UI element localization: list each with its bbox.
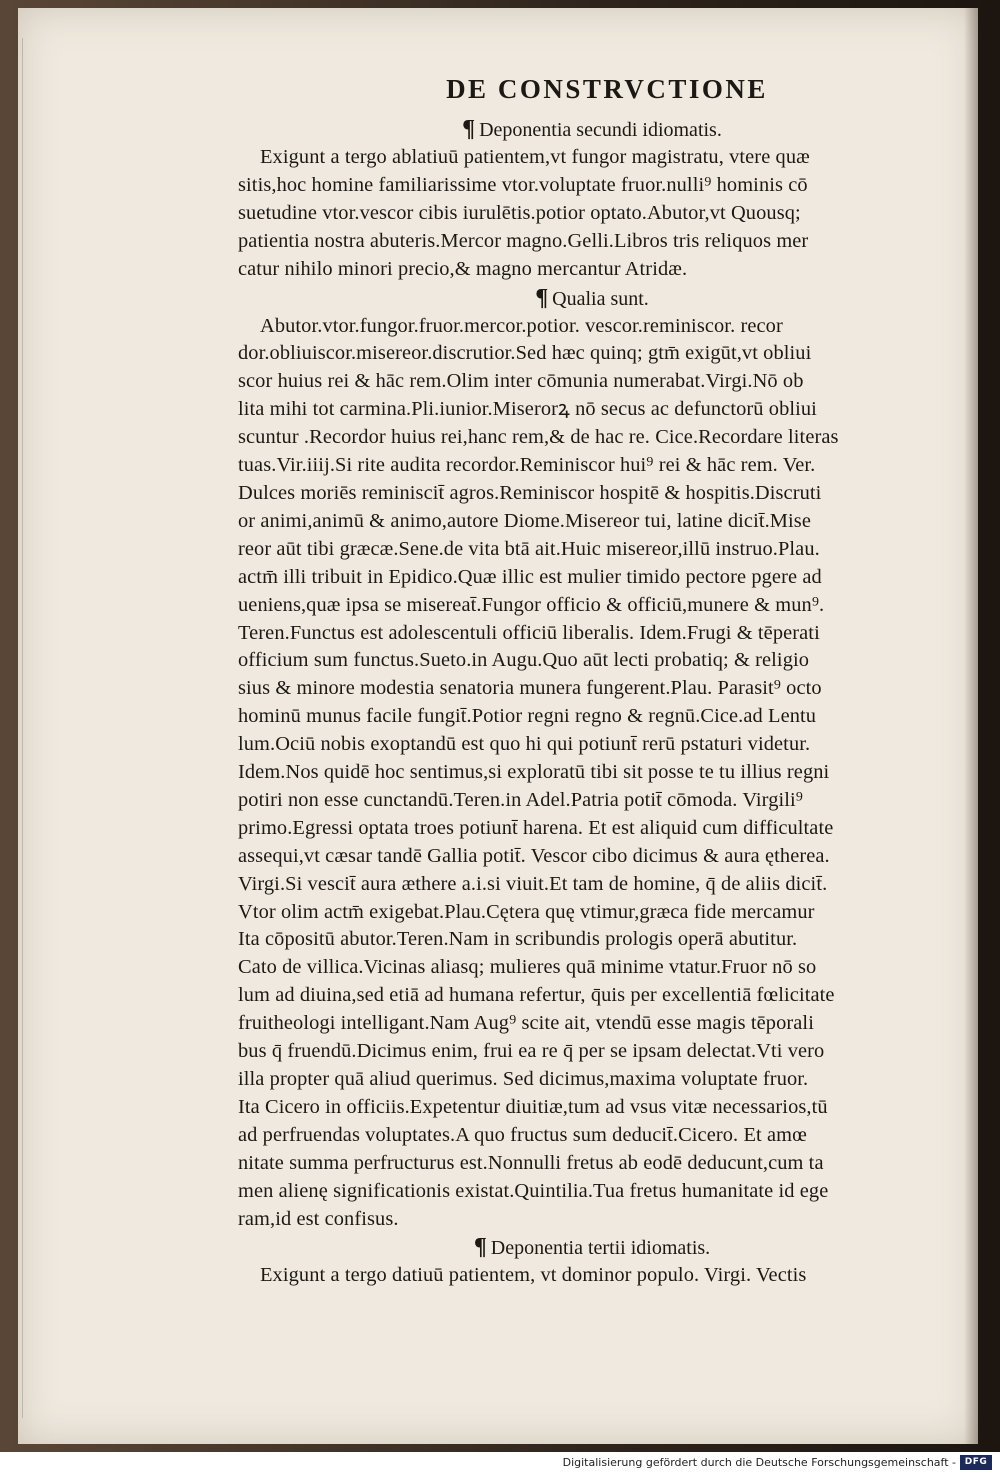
- printed-text-block: [238, 74, 946, 1290]
- dfg-logo[interactable]: DFG: [960, 1455, 992, 1470]
- pilcrow-icon: ¶: [535, 284, 549, 311]
- running-head: DE CONSTRVCTIONE: [446, 74, 768, 104]
- text-line: illa propter quā aliud querimus. Sed dicimus,maxima voluptate fruor.: [238, 1068, 809, 1090]
- text-line: or animi,animū & animo,autore Diome.Misereor tui, latine dicit̄.Mise: [238, 509, 811, 532]
- text-line: officium sum functus.Sueto.in Augu.Quo aūt lecti probatiq; & religio: [238, 649, 810, 672]
- text-line: hominū munus facile fungit̄.Potior regni regno & regnū.Cice.ad Lentu: [238, 705, 817, 728]
- digitization-footer: [0, 1452, 1000, 1474]
- rubric-text: Deponentia tertii idiomatis.: [490, 1237, 711, 1260]
- text-line: reor aūt tibi græcæ.Sene.de vita btā ait.Huic misereor,illū instruo.Plau.: [238, 537, 820, 560]
- text-line: bus q̄ fruendū.Dicimus enim, frui ea re q̄ per se ipsam delectat.Vti vero: [238, 1040, 825, 1063]
- text-line: potiri non esse cunctandū.Teren.in Adel.Patria potit̄ cōmoda. Virgili⁹: [238, 788, 804, 811]
- rubric-text: Qualia sunt.: [552, 287, 649, 310]
- paragraph-1: [238, 144, 946, 284]
- text-line: Ita cōpositū abutor.Teren.Nam in scribundis prologis operā abutitur.: [238, 928, 798, 951]
- rubric-deponentia-secundi: [238, 115, 946, 144]
- text-line: Vtor olim actm̄ exigebat.Plau.Cętera quę vtimur,græca fide mercamur: [238, 900, 815, 923]
- pilcrow-icon: ¶: [473, 1234, 487, 1261]
- rubric-qualia-sunt: [238, 284, 946, 313]
- text-line: Exigunt a tergo datiuū patientem, vt dominor populo. Virgi. Vectis: [260, 1264, 807, 1287]
- text-line: Virgi.Si vescit̄ aura æthere a.i.si viuit.Et tam de homine, q̄ de aliis dicit̄.: [238, 872, 828, 895]
- text-line: sitis,hoc homine familiarissime vtor.voluptate fruor.nulli⁹ hominis cō: [238, 173, 808, 196]
- text-line: men alienę significationis existat.Quintilia.Tua fretus humanitate id ege: [238, 1179, 829, 1202]
- text-line: primo.Egressi optata troes potiunt̄ harena. Et est aliquid cum difficultate: [238, 816, 834, 839]
- text-line: assequi,vt cæsar tandē Gallia potit̄. Vescor cibo dicimus & aura ętherea.: [238, 844, 830, 867]
- text-line: patientia nostra abuteris.Mercor magno.Gelli.Libros tris reliquos mer: [238, 229, 809, 252]
- paragraph-2: [238, 313, 946, 1234]
- pilcrow-icon: ¶: [462, 116, 476, 142]
- funding-credit: Digitalisierung gefördert durch die Deutsche Forschungsgemeinschaft -: [562, 1456, 956, 1469]
- text-line: suetudine vtor.vescor cibis iurulētis.potior optato.Abutor,vt Quousq;: [238, 201, 801, 224]
- text-line: Idem.Nos quidē hoc sentimus,si exploratū tibi sit posse te tu illius regni: [238, 761, 830, 784]
- rubric-deponentia-tertii: [238, 1233, 946, 1262]
- page-edge-shadow: [22, 38, 33, 1418]
- text-line: nitate summa perfructurus est.Nonnulli fretus ab eodē deducunt,cum ta: [238, 1151, 824, 1174]
- text-line: scor huius rei & hāc rem.Olim inter cōmunia numerabat.Virgi.Nō ob: [238, 370, 804, 393]
- page-gutter-shadow: [964, 8, 978, 1444]
- text-line: actm̄ illi tribuit in Epidico.Quæ illic est mulier timido pectore pgere ad: [238, 565, 822, 588]
- text-line: dor.obliuiscor.misereor.discrutior.Sed hæc quinq; gtm̄ exigūt,vt obliui: [238, 342, 812, 365]
- text-line: Cato de villica.Vicinas aliasq; mulieres quā minime vtatur.Fruor nō so: [238, 956, 817, 979]
- text-line: ad perfruendas voluptates.A quo fructus sum deducit̄.Cicero. Et amœ: [238, 1123, 807, 1146]
- text-line: catur nihilo minori precio,& magno mercantur Atridæ.: [238, 257, 688, 280]
- text-line: Exigunt a tergo ablatiuū patientem,vt fungor magistratu, vtere quæ: [260, 146, 810, 168]
- text-line: fruitheologi intelligant.Nam Aug⁹ scite ait, vtendū esse magis tēporali: [238, 1012, 814, 1035]
- text-line: lita mihi tot carmina.Pli.iunior.Miserorꝝ nō secus ac defunctorū obliui: [238, 398, 817, 421]
- text-line: lum ad diuina,sed etiā ad humana refertur, q̄uis per excellentiā fœlicitate: [238, 984, 835, 1007]
- text-line: ueniens,quæ ipsa se misereat̄.Fungor officio & officiū,munere & mun⁹.: [238, 593, 825, 616]
- rubric-text: Deponentia secundi idiomatis.: [479, 119, 722, 141]
- text-line: lum.Ociū nobis exoptandū est quo hi qui potiunt̄ rerū pstaturi videtur.: [238, 733, 811, 756]
- text-line: scuntur .Recordor huius rei,hanc rem,& de hac re. Cice.Recordare literas: [238, 426, 839, 449]
- paragraph-3: [238, 1262, 946, 1290]
- text-line: sius & minore modestia senatoria munera fungerent.Plau. Parasit⁹ octo: [238, 677, 822, 700]
- text-line: ram,id est confisus.: [238, 1207, 399, 1230]
- text-line: Dulces moriēs reminiscit̄ agros.Reminiscor hospitē & hospitis.Discruti: [238, 481, 822, 504]
- text-line: Teren.Functus est adolescentuli officiū liberalis. Idem.Frugi & tēperati: [238, 621, 820, 644]
- text-line: Abutor.vtor.fungor.fruor.mercor.potior. vescor.reminiscor. recor: [260, 314, 783, 337]
- text-line: tuas.Vir.iiij.Si rite audita recordor.Reminiscor hui⁹ rei & hāc rem. Ver.: [238, 454, 816, 477]
- text-line: Ita Cicero in officiis.Expetentur diuitiæ,tum ad vsus vitæ necessarios,tū: [238, 1095, 828, 1118]
